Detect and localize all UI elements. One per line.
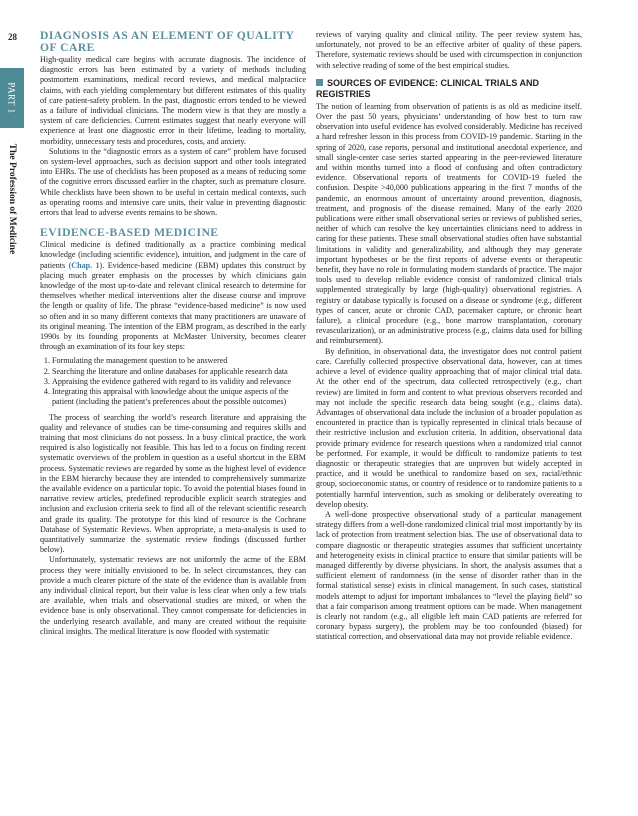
page-number: 28 bbox=[8, 32, 17, 42]
section-heading-diagnosis-quality: DIAGNOSIS AS AN ELEMENT OF QUALITY OF CARE bbox=[40, 29, 294, 54]
paragraph: High-quality medical care begins with accurate diagnosis. The incidence of diagnostic errors has been estimated by a variety of methods including postmortem examinations, medical record reviews, and medical malpractice claims, with each yielding complementary but different estimates of this quality of care patient-safety problem. In the past, diagnostic errors tended to be viewed as a failure of individual clinicians. The modern view is that they are mostly a system of care deficiencies. Current estimates suggest that nearly everyone will experience at least one diagnostic error in their lifetime, leading to mortality, morbidity, unnecessary tests and procedures, costs, and anxiety. bbox=[40, 55, 306, 146]
list-item: 3. Appraising the evidence gathered with regard to its validity and relevance bbox=[52, 377, 306, 387]
part-title-label: The Profession of Medicine bbox=[7, 143, 18, 255]
section-heading-evidence-based-medicine: EVIDENCE-BASED MEDICINE bbox=[40, 226, 219, 240]
paragraph: Unfortunately, systematic reviews are not uniformly the acme of the EBM process they were initially envisioned to be. In select circumstances, they can provide a much clearer picture of the state of the evidence than is available from any individual clinical report, but their value is less clear when only a few trials are available, when trials and observational studies are mixed, or when the evidence base is only observational. They cannot compensate for deficiencies in the underlying research available, and many are created without the requisite clinical insights. The medical literature is now flooded with systematic bbox=[40, 555, 306, 636]
left-column bbox=[40, 30, 306, 637]
square-bullet-icon bbox=[316, 79, 323, 86]
ebm-steps-list bbox=[40, 356, 306, 407]
part-tab bbox=[0, 68, 24, 128]
paragraph: reviews of varying quality and clinical utility. The peer review system has, unfortunately, not proved to be an effective arbiter of quality of these papers. Therefore, systematic reviews should be used with circumspection in conjunction with selective reading of some of the best empirical studies. bbox=[316, 30, 582, 70]
paragraph: A well-done prospective observational study of a particular management strategy differs from a well-done randomized clinical trial most importantly by its lack of protection from treatment selection bias. The use of observational data to compare diagnostic or therapeutic strategies assumes that sufficient uncertainty and heterogeneity exists in clinical practice to ensure that similar patients will be managed differently by diverse physicians. In short, the analysis assumes that a sufficient element of randomness (in the sense of disorder rather than in the formal statistical sense) exists in clinical management. In such cases, statistical models attempt to adjust for important imbalances to “level the playing field” so that a fair comparison among treatment options can be made. When management is clearly not random (e.g., all eligible left main CAD patients are referred for coronary bypass surgery), the problem may be too confounded (biased) for statistical correction, and observational data may not provide reliable evidence. bbox=[316, 509, 582, 642]
paragraph: By definition, in observational data, the investigator does not control patient care. Carefully collected prospective observational data, however, can at times achieve a level of evidence quality approaching that of major clinical trial data. At the other end of the spectrum, data collected retrospectively (e.g., chart review) are limited in form and content to what previous observers recorded and may not include the specific research data being sought (e.g., claims data). Advantages of observational data include the inclusion of a broader population as encountered in practice than is typically represented in clinical trials because of their restrictive inclusion and exclusion criteria. In addition, observational data provide primary evidence for research questions when a randomized trial cannot be performed. For example, it would be difficult to randomize patients to test diagnostic or therapeutic strategies that are unproven but widely accepted in practice, and it would be unethical to randomize based on sex, racial/ethnic group, socioeconomic status, or country of residence or to randomize patients to a potentially harmful intervention, such as smoking or deliberately overeating to develop obesity. bbox=[316, 346, 582, 509]
paragraph: The notion of learning from observation of patients is as old as medicine itself. Over the past 50 years, physicians’ understanding of how best to turn raw observation into useful evidence has evolved considerably. Medicine has received a hard refresher lesson in this process from COVID-19 pandemic. Starting in the spring of 2020, case reports, personal and institutional anecdotal experience, and small single-center case series started appearing in the peer-reviewed literature and within months turned into a flood of confusing and often contradictory evidence. Observational reports of treatments for COVID-19 fueled the confusion. Despite >40,000 publications appearing in the first 7 months of the pandemic, an enormous amount of uncertainty around prevention, diagnosis, treatment, and prognosis of the disease remained. Many of the early 2020 publications were either small observational series or reviews of published series, neither of which can resolve the key uncertainties clinicians need to address in caring for these patients. These small observational studies often have substantial limitations in validity and generalizability, and although they may generate important hypotheses or be the first reports of adverse events or therapeutic benefit, they have no role in formulating modern standards of practice. The major tools used to develop reliable evidence consist of randomized clinical trials supplemented strategically by large (high-quality) observational registries. A registry or database typically is focused on a disease or syndrome (e.g., different types of cancer, acute or chronic CAD, pacemaker capture, or chronic heart failure), a clinical procedure (e.g., bone marrow transplantation, coronary revascularization), or an administrative process (e.g., claims data used for billing and reimbursement). bbox=[316, 101, 582, 346]
paragraph bbox=[40, 240, 306, 352]
section-heading-text: SOURCES OF EVIDENCE: CLINICAL TRIALS AND REGISTRIES bbox=[316, 77, 540, 99]
part-title bbox=[0, 134, 24, 264]
section-heading-sources-of-evidence bbox=[316, 78, 582, 100]
chapter-reference-link[interactable]: (Chap. 1) bbox=[68, 260, 103, 270]
paragraph: The process of searching the world’s research literature and appraising the quality and relevance of studies can be time-consuming and requires skills and training that most clinicians do not possess. In a busy clinical practice, the work required is also logistically not feasible. This has led to a focus on finding recent systematic overviews of the problem in question as a useful shortcut in the EBM process. Systematic reviews are regarded by some as the highest level of evidence in the EBM hierarchy because they are intended to comprehensively summarize the available evidence on a particular topic. To avoid the potential biases found in narrative review articles, predefined reproducible explicit search strategies and inclusion and exclusion criteria seek to find all of the relevant scientific research and grade its quality. The prototype for this kind of resource is the Cochrane Database of Systematic Reviews. When appropriate, a meta-analysis is used to quantitatively summarize the systematic review findings (discussed further below). bbox=[40, 412, 306, 555]
list-item: 1. Formulating the management question to be answered bbox=[52, 356, 306, 366]
paragraph-text: Clinical medicine is defined traditionally as a practice combining medical knowledge (including scientific evidence), intuition, and judgment in the care of patients bbox=[40, 240, 306, 270]
part-tab-label: PART 1 bbox=[7, 82, 18, 114]
list-item: 4. Integrating this appraisal with knowledge about the unique aspects of the patient (including the patient’s preferences about the possible outcomes) bbox=[52, 387, 306, 407]
right-column bbox=[316, 30, 582, 643]
paragraph: Solutions to the “diagnostic errors as a system of care” problem have focused on system-level approaches, such as decision support and other tools integrated into EHRs. The use of checklists has been proposed as a means of reducing some of the cognitive errors discussed earlier in the chapter, such as premature closure. While checklists have been shown to be useful in certain medical contexts, such as operating rooms and intensive care units, their value in preventing diagnostic errors that lead to adverse events remains to be shown. bbox=[40, 146, 306, 218]
list-item: 2. Searching the literature and online databases for applicable research data bbox=[52, 367, 306, 377]
paragraph-text: . Evidence-based medicine (EBM) updates this construct by placing much greater emphasis on the processes by which clinicians gain knowledge of the most up-to-date and relevant clinical research to determine for themselves whether medical interventions alter the disease course and improve the length or quality of life. The phrase “evidence-based medicine” is now used so often and in so many different contexts that many practitioners are unaware of its original meaning. The intention of the EBM program, as described in the early 1990s by its founding proponents at McMaster University, becomes clearer through an examination of its four key steps: bbox=[40, 260, 306, 352]
